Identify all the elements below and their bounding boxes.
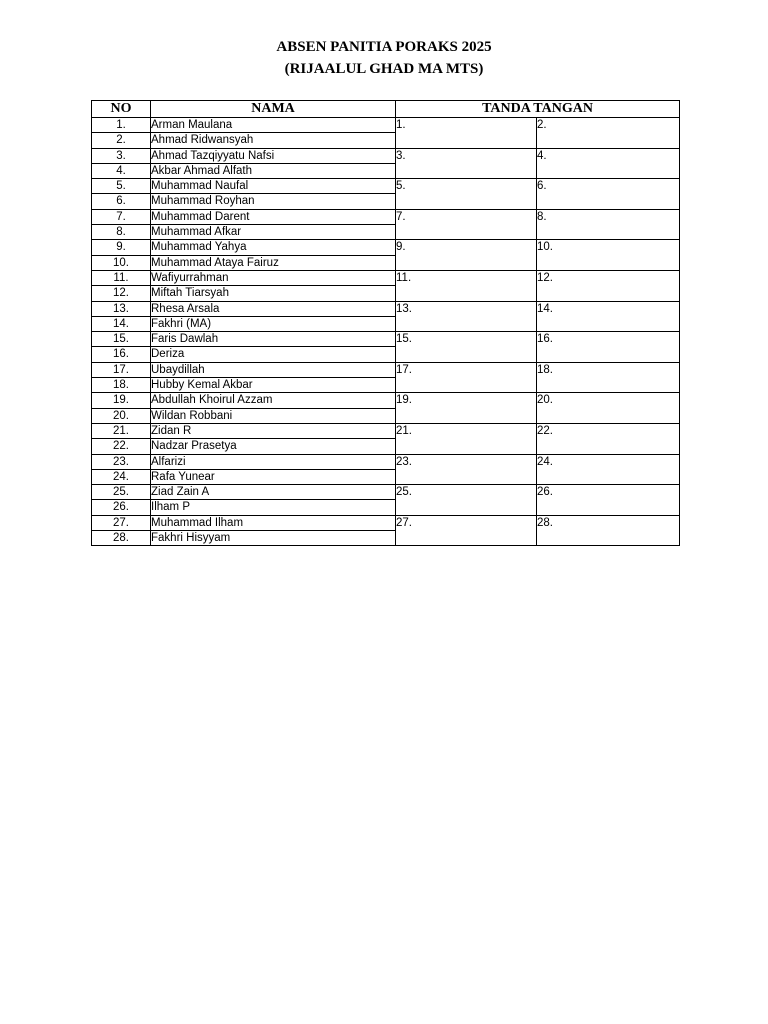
row-name: Muhammad Ataya Fairuz <box>151 255 396 270</box>
row-number: 15. <box>92 332 151 347</box>
row-number: 20. <box>92 408 151 423</box>
row-name: Akbar Ahmad Alfath <box>151 163 396 178</box>
row-number: 26. <box>92 500 151 515</box>
signature-cell[interactable]: 21. <box>396 423 537 454</box>
signature-cell[interactable]: 28. <box>537 515 680 546</box>
table-row <box>92 270 680 285</box>
signature-cell[interactable]: 13. <box>396 301 537 332</box>
signature-cell[interactable]: 25. <box>396 485 537 516</box>
document-header <box>0 36 768 80</box>
row-number: 21. <box>92 423 151 438</box>
row-number: 18. <box>92 378 151 393</box>
row-name: Hubby Kemal Akbar <box>151 378 396 393</box>
signature-cell[interactable]: 10. <box>537 240 680 271</box>
row-number: 4. <box>92 163 151 178</box>
row-number: 17. <box>92 362 151 377</box>
table-body <box>92 118 680 546</box>
table-row <box>92 515 680 530</box>
signature-cell[interactable]: 7. <box>396 209 537 240</box>
signature-cell[interactable]: 20. <box>537 393 680 424</box>
table-row <box>92 362 680 377</box>
header-nama: NAMA <box>151 101 396 118</box>
row-number: 22. <box>92 439 151 454</box>
row-number: 1. <box>92 118 151 133</box>
row-name: Ubaydillah <box>151 362 396 377</box>
table-row <box>92 209 680 224</box>
signature-cell[interactable]: 18. <box>537 362 680 393</box>
row-name: Wafiyurrahman <box>151 270 396 285</box>
table-row <box>92 393 680 408</box>
row-number: 3. <box>92 148 151 163</box>
table-row <box>92 485 680 500</box>
table-row <box>92 179 680 194</box>
document-title: ABSEN PANITIA PORAKS 2025 <box>276 39 492 55</box>
row-number: 28. <box>92 531 151 546</box>
signature-cell[interactable]: 9. <box>396 240 537 271</box>
signature-cell[interactable]: 12. <box>537 270 680 301</box>
signature-cell[interactable]: 24. <box>537 454 680 485</box>
signature-cell[interactable]: 23. <box>396 454 537 485</box>
row-number: 13. <box>92 301 151 316</box>
row-number: 24. <box>92 469 151 484</box>
signature-cell[interactable]: 26. <box>537 485 680 516</box>
signature-cell[interactable]: 5. <box>396 179 537 210</box>
row-name: Muhammad Afkar <box>151 225 396 240</box>
row-number: 10. <box>92 255 151 270</box>
row-name: Arman Maulana <box>151 118 396 133</box>
signature-cell[interactable]: 6. <box>537 179 680 210</box>
row-name: Ziad Zain A <box>151 485 396 500</box>
table-row <box>92 423 680 438</box>
table-row <box>92 118 680 133</box>
signature-cell[interactable]: 14. <box>537 301 680 332</box>
row-name: Rafa Yunear <box>151 469 396 484</box>
row-number: 25. <box>92 485 151 500</box>
row-name: Ilham P <box>151 500 396 515</box>
row-name: Nadzar Prasetya <box>151 439 396 454</box>
row-name: Fakhri Hisyyam <box>151 531 396 546</box>
signature-cell[interactable]: 3. <box>396 148 537 179</box>
row-name: Muhammad Darent <box>151 209 396 224</box>
row-name: Deriza <box>151 347 396 362</box>
row-number: 23. <box>92 454 151 469</box>
table-header-row <box>92 101 680 118</box>
table-row <box>92 332 680 347</box>
signature-cell[interactable]: 8. <box>537 209 680 240</box>
row-name: Faris Dawlah <box>151 332 396 347</box>
row-name: Alfarizi <box>151 454 396 469</box>
row-name: Muhammad Yahya <box>151 240 396 255</box>
row-name: Zidan R <box>151 423 396 438</box>
header-no: NO <box>92 101 151 118</box>
row-name: Ahmad Tazqiyyatu Nafsi <box>151 148 396 163</box>
signature-cell[interactable]: 22. <box>537 423 680 454</box>
document-subtitle: (RIJAALUL GHAD MA MTS) <box>284 61 484 77</box>
row-number: 11. <box>92 270 151 285</box>
row-name: Fakhri (MA) <box>151 316 396 331</box>
row-number: 5. <box>92 179 151 194</box>
table-row <box>92 454 680 469</box>
row-number: 9. <box>92 240 151 255</box>
row-name: Muhammad Royhan <box>151 194 396 209</box>
table-row <box>92 301 680 316</box>
signature-cell[interactable]: 2. <box>537 118 680 149</box>
row-name: Abdullah Khoirul Azzam <box>151 393 396 408</box>
table-row <box>92 240 680 255</box>
row-name: Muhammad Ilham <box>151 515 396 530</box>
table-row <box>92 148 680 163</box>
signature-cell[interactable]: 17. <box>396 362 537 393</box>
row-number: 19. <box>92 393 151 408</box>
row-name: Miftah Tiarsyah <box>151 286 396 301</box>
row-number: 7. <box>92 209 151 224</box>
row-number: 6. <box>92 194 151 209</box>
signature-cell[interactable]: 16. <box>537 332 680 363</box>
row-number: 12. <box>92 286 151 301</box>
row-name: Ahmad Ridwansyah <box>151 133 396 148</box>
row-number: 27. <box>92 515 151 530</box>
signature-cell[interactable]: 19. <box>396 393 537 424</box>
row-name: Muhammad Naufal <box>151 179 396 194</box>
header-tanda-tangan: TANDA TANGAN <box>396 101 680 118</box>
row-number: 14. <box>92 316 151 331</box>
signature-cell[interactable]: 15. <box>396 332 537 363</box>
row-number: 8. <box>92 225 151 240</box>
row-number: 16. <box>92 347 151 362</box>
signature-cell[interactable]: 27. <box>396 515 537 546</box>
row-name: Rhesa Arsala <box>151 301 396 316</box>
signature-cell[interactable]: 11. <box>396 270 537 301</box>
signature-cell[interactable]: 1. <box>396 118 537 149</box>
row-name: Wildan Robbani <box>151 408 396 423</box>
attendance-table <box>91 100 680 546</box>
signature-cell[interactable]: 4. <box>537 148 680 179</box>
row-number: 2. <box>92 133 151 148</box>
